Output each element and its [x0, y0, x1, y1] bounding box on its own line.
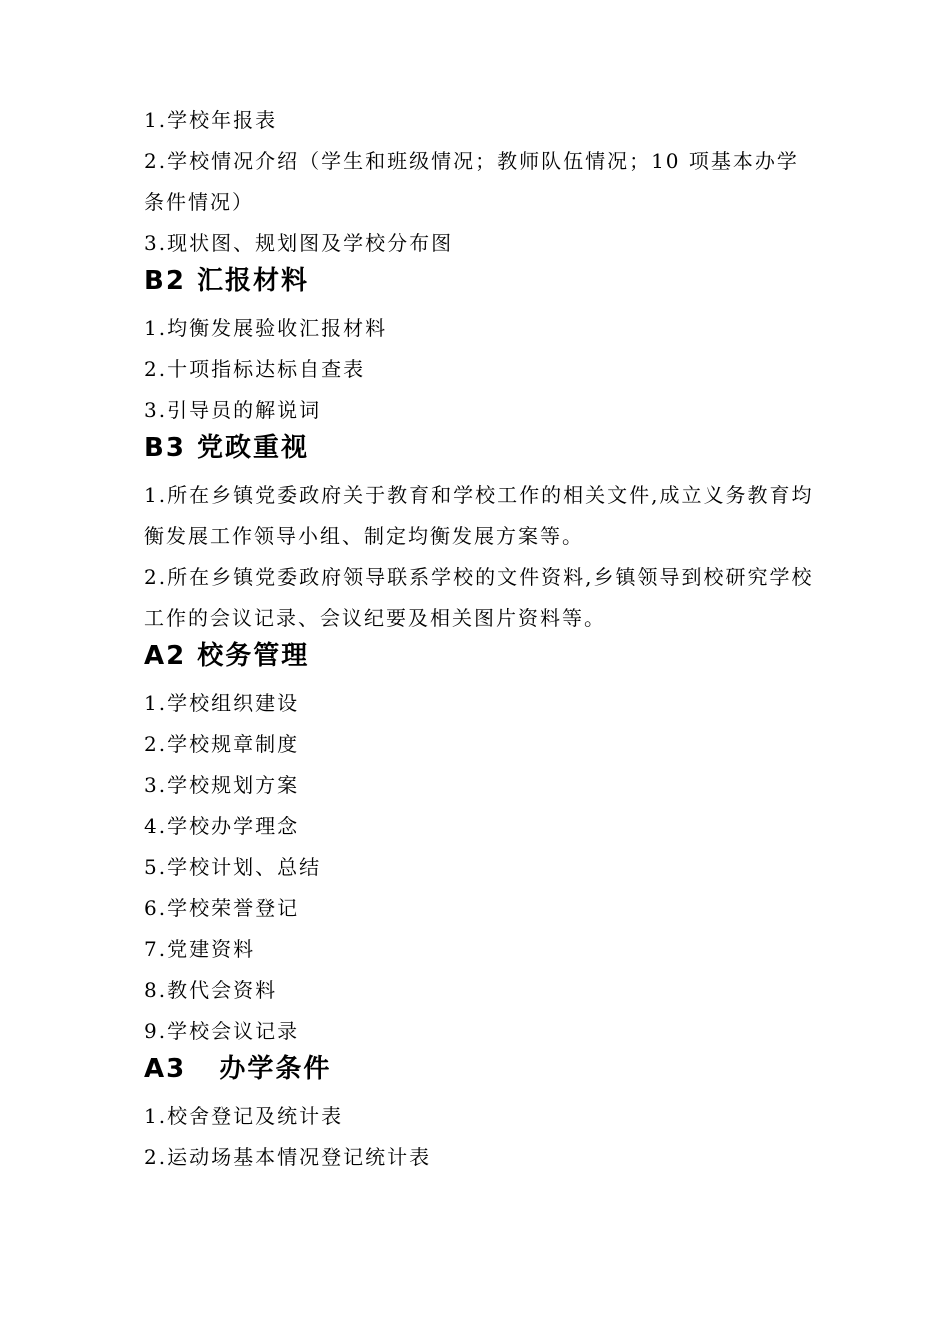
section-intro: [144, 100, 814, 264]
section-a3: [144, 1052, 814, 1178]
list-item: 5.学校计划、总结: [144, 855, 322, 879]
section-b2: [144, 264, 814, 431]
section-b3: [144, 431, 814, 639]
list-item: 2.十项指标达标自查表: [144, 357, 366, 381]
list-item: 3.现状图、规划图及学校分布图: [144, 231, 454, 255]
list-item: 2.学校规章制度: [144, 732, 300, 756]
list-item: 3.引导员的解说词: [144, 398, 322, 422]
list-item: 4.学校办学理念: [144, 814, 300, 838]
section-heading: A2 校务管理: [144, 641, 310, 671]
section-heading: B2 汇报材料: [144, 266, 309, 296]
list-item: 2.学校情况介绍（学生和班级情况；教师队伍情况；10 项基本办学条件情况）: [144, 149, 799, 214]
list-item: 2.运动场基本情况登记统计表: [144, 1145, 432, 1169]
list-item: 1.均衡发展验收汇报材料: [144, 316, 388, 340]
list-item: 6.学校荣誉登记: [144, 896, 300, 920]
list-item: 8.教代会资料: [144, 978, 278, 1002]
section-a2: [144, 639, 814, 1052]
list-item: 9.学校会议记录: [144, 1019, 300, 1043]
list-item: 2.所在乡镇党委政府领导联系学校的文件资料,乡镇领导到校研究学校工作的会议记录、会议纪要及相关图片资料等。: [144, 565, 814, 630]
list-item: 7.党建资料: [144, 937, 256, 961]
list-item: 1.所在乡镇党委政府关于教育和学校工作的相关文件,成立义务教育均衡发展工作领导小组、制定均衡发展方案等。: [144, 483, 814, 548]
document-body: [144, 100, 814, 1178]
list-item: 1.学校组织建设: [144, 691, 300, 715]
list-item: 1.学校年报表: [144, 108, 278, 132]
section-heading: A3 办学条件: [144, 1054, 332, 1084]
list-item: 3.学校规划方案: [144, 773, 300, 797]
section-heading: B3 党政重视: [144, 433, 309, 463]
list-item: 1.校舍登记及统计表: [144, 1104, 344, 1128]
